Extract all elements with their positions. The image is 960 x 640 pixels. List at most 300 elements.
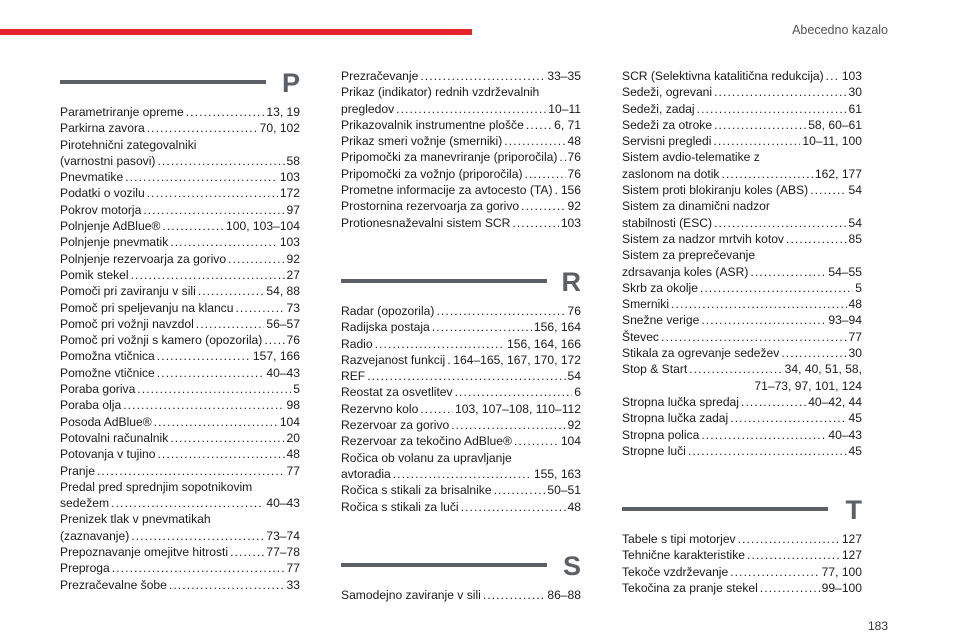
index-entry-pages: 34, 40, 51, 58, [784, 362, 862, 377]
index-entry-pages: 13, 19 [266, 105, 300, 119]
index-entry-title: Pomožne vtičnice [60, 365, 155, 380]
index-entry-pages: 56–57 [266, 316, 300, 331]
index-entry-pages: 73–74 [266, 528, 300, 543]
index-entry [341, 450, 581, 483]
letter-section-header [341, 267, 581, 301]
index-entry-pages: 93–94 [828, 313, 862, 328]
index-entry-line [60, 185, 300, 201]
index-entry-line [622, 182, 862, 198]
index-entry [60, 137, 300, 170]
index-entry [341, 215, 581, 231]
index-entry-pages: 54 [848, 183, 862, 198]
dot-leader [721, 166, 812, 182]
section-spacer [341, 231, 581, 267]
index-entry [341, 166, 581, 182]
index-entry [341, 384, 581, 400]
dot-leader [747, 547, 840, 563]
index-entry [622, 394, 862, 410]
index-entry-title: Prometne informacije za avtocesto (TA) [341, 183, 553, 198]
index-entry-line [622, 264, 862, 280]
index-entry-pages: 40–43 [266, 496, 300, 511]
index-entry-line [622, 312, 862, 328]
index-entry-title: Prikazovalnik instrumentne plošče [341, 117, 524, 132]
index-entry-line [60, 202, 300, 218]
dot-leader [170, 430, 284, 446]
index-entry-title: Tabele s tipi motorjev [622, 532, 736, 547]
dot-leader [147, 185, 278, 201]
index-entry-title: Ročica s stikali za luči [341, 499, 459, 514]
dot-leader [137, 381, 291, 397]
index-entry-pages: 10–11, 100 [802, 134, 862, 149]
index-entry-line [341, 68, 581, 84]
index-entry-pages: 156, 164 [533, 320, 581, 335]
dot-leader [198, 283, 265, 299]
index-entry [341, 368, 581, 384]
index-column-1 [60, 68, 300, 593]
index-entry [60, 316, 300, 332]
index-entry [622, 149, 862, 182]
index-entry-pages: 5 [293, 382, 300, 397]
dot-leader [420, 401, 453, 417]
index-entry-line [341, 336, 581, 352]
index-entry-title-line: Sistem za preprečevanje [622, 248, 756, 263]
index-entry-pages: 162, 177 [814, 166, 862, 181]
index-entry-line [60, 153, 300, 169]
index-entry-line [60, 430, 300, 446]
index-entry-line [622, 410, 862, 426]
letter-section-header [341, 551, 581, 585]
index-entry-line [60, 120, 300, 136]
index-entry [60, 381, 300, 397]
index-entry-pages: 48 [567, 499, 581, 514]
index-entry-pages: 70, 102 [259, 121, 300, 136]
index-entry-line [60, 332, 300, 348]
index-entry-pages: 86–88 [547, 587, 581, 602]
index-entry-pages: 48 [848, 297, 862, 312]
index-entry-title: Poraba goriva [60, 382, 136, 397]
index-entry [622, 296, 862, 312]
index-entry-pages: 92 [567, 418, 581, 433]
index-entry-title: SCR (Selektivna katalitična redukcija) [622, 69, 824, 83]
index-entry-pages: 54 [567, 369, 581, 384]
index-entry [622, 101, 862, 117]
index-entry-line [341, 482, 581, 498]
index-entry-title: Stikala za ogrevanje sedežev [622, 346, 780, 361]
index-entry [341, 417, 581, 433]
index-entry-line [60, 495, 300, 511]
index-entry-line [622, 394, 862, 410]
dot-leader [526, 117, 552, 133]
index-entry-title: Polnjenje pnevmatik [60, 235, 169, 250]
index-entry [341, 198, 581, 214]
index-entry-line [60, 104, 300, 120]
dot-leader [701, 427, 826, 443]
index-entry-title: Protionesnaževalni sistem SCR [341, 215, 511, 230]
index-entry-pages: 127 [841, 548, 862, 563]
index-entry-pages: 77 [286, 561, 300, 576]
index-entry [622, 312, 862, 328]
index-entry-title: Stop & Start [622, 362, 688, 377]
index-entry [622, 68, 862, 84]
index-entry [341, 117, 581, 133]
section-title: Abecedno kazalo [792, 23, 888, 37]
index-entry-title: Polnjenje AdBlue® [60, 219, 161, 234]
dot-leader [157, 348, 251, 364]
dot-leader [524, 166, 565, 182]
index-entry-title: Pnevmatike [60, 170, 124, 185]
index-entry [60, 479, 300, 512]
dot-leader [504, 133, 565, 149]
index-entry-pages: 77 [286, 463, 300, 478]
dot-leader [714, 215, 846, 231]
index-entry-title: Poraba olja [60, 398, 122, 413]
index-entry-pages: 164–165, 167, 170, 172 [453, 352, 581, 367]
index-entry-title: Prikaz smeri vožnje (smerniki) [341, 134, 503, 149]
index-entry [622, 547, 862, 563]
index-entry [341, 319, 581, 335]
index-entry [622, 410, 862, 426]
index-entry-line [60, 463, 300, 479]
index-entry [60, 414, 300, 430]
index-entry-pages: 58, 60–61 [808, 117, 862, 132]
letter-section-header [622, 495, 862, 529]
index-entry-title: Polnjenje rezervoarja za gorivo [60, 251, 227, 266]
index-entry-title: Rezervoar za tekočino AdBlue® [341, 434, 512, 449]
index-entry-title: Pokrov motorja [60, 202, 142, 217]
index-entry-pages-continued: 71–73, 97, 101, 124 [754, 378, 862, 393]
index-entry-pages: 40–43 [266, 365, 300, 380]
index-entry-title-line: Sistem avdio-telematike z [622, 150, 760, 165]
index-entry-pages: 77, 100 [821, 564, 862, 579]
index-entry [341, 182, 581, 198]
index-entry-line [341, 117, 581, 133]
index-entry-title: Tekočina za pranje stekel [622, 581, 758, 596]
index-entry-title: Posoda AdBlue® [60, 414, 152, 429]
index-entry-pages: 76 [567, 150, 581, 165]
letter-section-header [60, 68, 300, 102]
index-entry-pages: 30 [848, 346, 862, 361]
dot-leader [396, 101, 546, 117]
dot-leader [162, 218, 224, 234]
index-entry-title: Sedeži za otroke [622, 117, 713, 132]
index-entry-title: Pripomočki za vožnjo (priporočila) [341, 166, 523, 181]
dot-leader [689, 361, 782, 377]
index-entry-title: REF [341, 369, 366, 384]
dot-leader [810, 182, 846, 198]
index-entry-line [60, 365, 300, 381]
index-entry-pages: 40–42, 44 [808, 394, 862, 409]
dot-leader [483, 587, 546, 603]
dot-leader [514, 433, 559, 449]
index-entry-pages: 45 [848, 411, 862, 426]
dot-leader [157, 153, 284, 169]
index-entry-title: Stropna lučka zadaj [622, 411, 729, 426]
index-entry-pages: 99–100 [821, 581, 862, 596]
index-entry-title: Smerniki [622, 297, 670, 312]
index-entry-line [341, 149, 581, 165]
dot-leader [169, 577, 285, 593]
index-entry-line [341, 499, 581, 515]
index-entry-line [60, 234, 300, 250]
index-entry-line [60, 414, 300, 430]
index-entry-title: Pripomočki za manevriranje (priporočila) [341, 150, 558, 165]
dot-leader [786, 231, 847, 247]
index-entry-line [622, 231, 862, 247]
index-entry-title: (varnostni pasovi) [60, 153, 156, 168]
index-entry-line [341, 319, 581, 335]
index-entry [341, 433, 581, 449]
index-entry-title: Tekoče vzdrževanje [622, 564, 729, 579]
index-entry-title: Servisni pregledi [622, 134, 712, 149]
dot-leader [455, 384, 573, 400]
index-entry [60, 560, 300, 576]
index-entry-title: zdrsavanja koles (ASR) [622, 264, 749, 279]
index-entry [622, 280, 862, 296]
index-entry-line [341, 133, 581, 149]
dot-leader [230, 544, 264, 560]
index-entry-title: Pomoč pri vožnji navzdol [60, 316, 194, 331]
index-entry [60, 544, 300, 560]
dot-leader [147, 120, 258, 136]
index-entry-title: Stropna lučka spredaj [622, 394, 739, 409]
index-entry [622, 84, 862, 100]
index-entry [341, 482, 581, 498]
dot-leader [714, 117, 806, 133]
index-entry-pages: 76 [567, 166, 581, 181]
index-entry-pages: 33–35 [547, 69, 581, 83]
index-entry-pages: 10–11 [548, 101, 581, 116]
index-entry-pages: 73 [286, 300, 300, 315]
index-entry [60, 348, 300, 364]
index-entry [341, 133, 581, 149]
index-entry-title: Skrb za okolje [622, 280, 698, 295]
dot-leader [671, 296, 847, 312]
dot-leader [131, 528, 264, 544]
index-entry-line [622, 166, 862, 182]
index-entry-title: Tehnične karakteristike [622, 548, 746, 563]
index-entry-line [60, 348, 300, 364]
dot-leader [451, 417, 565, 433]
index-entry [60, 397, 300, 413]
index-entry-title: Rezervno kolo [341, 401, 419, 416]
index-entry-pages: 76 [286, 333, 300, 348]
index-entry-line [341, 417, 581, 433]
dot-leader [367, 368, 565, 384]
index-entry-title: Ročica s stikali za brisalnike [341, 483, 492, 498]
index-entry-title: Pomik stekel [60, 267, 129, 282]
dot-leader [713, 133, 800, 149]
index-entry-line [622, 580, 862, 596]
index-entry-line [622, 101, 862, 117]
index-entry-title: Prepoznavanje omejitve hitrosti [60, 545, 229, 560]
section-letter: S [562, 550, 581, 581]
index-entry-pages: 103, 107–108, 110–112 [455, 401, 581, 416]
index-entry-pages: 6, 71 [554, 117, 581, 132]
index-column-3 [622, 68, 862, 596]
index-entry [622, 443, 862, 459]
section-rule [622, 507, 828, 511]
index-entry-pages: 76 [567, 303, 581, 318]
index-entry-line [622, 531, 862, 547]
index-entry-pages: 85 [848, 231, 862, 246]
index-entry-title-line: Pirotehnični zategovalniki [60, 137, 197, 152]
dot-leader [730, 410, 846, 426]
index-entry-title: Pomoči pri zaviranju v sili [60, 284, 196, 299]
dot-leader [760, 580, 820, 596]
dot-leader [157, 446, 284, 462]
index-entry-title: Prezračevalne šobe [60, 577, 167, 592]
dot-leader [700, 280, 853, 296]
index-entry-title: Radio [341, 336, 373, 351]
index-entry-title: Reostat za osvetlitev [341, 385, 453, 400]
index-entry-pages: 45 [848, 443, 862, 458]
index-entry-title: Samodejno zaviranje v sili [341, 587, 481, 602]
index-entry-title: Radar (opozorila) [341, 303, 435, 318]
index-entry-line [60, 446, 300, 462]
dot-leader [661, 329, 847, 345]
dot-leader [125, 169, 278, 185]
dot-leader [781, 345, 846, 361]
index-entry-pages: 40–43 [828, 427, 862, 442]
dot-leader [559, 149, 565, 165]
index-entry-pages: 54–55 [828, 264, 862, 279]
index-entry [60, 234, 300, 250]
dot-leader [436, 303, 565, 319]
index-entry [622, 329, 862, 345]
index-entry-pages: 48 [567, 134, 581, 149]
index-entry-title: Pomoč pri speljevanju na klancu [60, 300, 234, 315]
index-entry-line [622, 280, 862, 296]
index-entry-line [341, 587, 581, 603]
index-entry-line [60, 528, 300, 544]
index-entry-line [622, 117, 862, 133]
index-entry-pages: 20 [286, 430, 300, 445]
index-entry-title: Sedeži, ogrevani [622, 85, 713, 100]
index-entry-line [60, 560, 300, 576]
index-entry-pages: 54 [848, 215, 862, 230]
index-entry-pages: 77 [848, 329, 862, 344]
index-entry [622, 182, 862, 198]
index-entry-title: Razvejanost funkcij [341, 352, 446, 367]
index-entry-line [622, 215, 862, 231]
index-entry-title: avtoradia [341, 466, 391, 481]
dot-leader [186, 104, 265, 120]
index-entry [60, 169, 300, 185]
dot-leader [235, 300, 284, 316]
index-entry-line [60, 397, 300, 413]
index-entry-title: Pranje [60, 463, 95, 478]
index-entry-pages: 104 [560, 434, 581, 449]
section-rule [341, 279, 547, 283]
index-entry-line [341, 466, 581, 482]
index-entry [60, 104, 300, 120]
dot-leader [228, 251, 285, 267]
index-entry-line [341, 433, 581, 449]
index-entry-pages: 98 [286, 398, 300, 413]
index-entry [60, 202, 300, 218]
index-entry-title: Potovanja v tujino [60, 447, 156, 462]
index-entry [341, 499, 581, 515]
section-rule [60, 80, 266, 84]
dot-leader [494, 482, 546, 498]
index-entry-pages: 172 [279, 186, 300, 201]
dot-leader [264, 332, 284, 348]
dot-leader [461, 499, 566, 515]
index-entry-pages: 155, 163 [533, 466, 581, 481]
index-entry [60, 365, 300, 381]
dot-leader [170, 234, 278, 250]
dot-leader [97, 463, 285, 479]
dot-leader [154, 414, 278, 430]
index-entry-line [622, 345, 862, 361]
index-entry-title: pregledov [341, 101, 395, 116]
index-entry-line [341, 368, 581, 384]
index-entry-line [341, 182, 581, 198]
index-entry [60, 463, 300, 479]
dot-leader [112, 560, 285, 576]
index-entry-title: (zaznavanje) [60, 528, 130, 543]
index-entry-title: Sistem proti blokiranju koles (ABS) [622, 183, 809, 198]
section-spacer [622, 459, 862, 495]
index-entry-title: zaslonom na dotik [622, 166, 720, 181]
index-column-2 [341, 68, 581, 603]
index-entry [341, 401, 581, 417]
index-entry-pages: 92 [286, 251, 300, 266]
section-rule [341, 563, 547, 567]
dot-leader [375, 336, 505, 352]
index-entry-pages: 156 [560, 183, 581, 198]
index-entry [622, 247, 862, 280]
index-entry-title: Pomoč pri vožnji s kamero (opozorila) [60, 333, 263, 348]
index-entry [622, 580, 862, 596]
index-entry [622, 117, 862, 133]
index-entry-title: Parkirna zavora [60, 121, 145, 136]
index-entry [60, 300, 300, 316]
index-entry-title: Števec [622, 329, 659, 344]
section-letter: P [281, 68, 300, 98]
dot-leader [521, 198, 565, 214]
index-entry-pages: 54, 88 [266, 284, 300, 299]
index-entry-line [622, 427, 862, 443]
dot-leader [688, 443, 847, 459]
index-entry [60, 332, 300, 348]
index-entry-pages: 103 [279, 170, 300, 185]
index-entry-pages: 127 [841, 532, 862, 547]
index-entry-title: Pomožna vtičnica [60, 349, 155, 364]
index-entry-title: Stropne luči [622, 443, 686, 458]
section-letter: R [561, 266, 581, 297]
dot-leader [730, 564, 819, 580]
index-entry-title: Prezračevanje [341, 69, 419, 83]
index-entry-title: Prostornina rezervoarja za gorivo [341, 199, 520, 214]
index-entry-pages: 104 [279, 414, 300, 429]
dot-leader [123, 397, 284, 413]
header-accent-bar [0, 29, 472, 35]
index-entry-pages: 6 [574, 385, 581, 400]
index-entry-title: Sistem za nadzor mrtvih kotov [622, 231, 784, 246]
index-entry [60, 185, 300, 201]
index-entry-title-line: Ročica ob volanu za upravljanje [341, 450, 512, 465]
section-spacer [341, 515, 581, 551]
section-letter: T [845, 495, 862, 526]
index-entry-pages: 103 [560, 215, 581, 230]
index-entry-line [341, 352, 581, 368]
index-entry-title: Stropna polica [622, 427, 700, 442]
index-entry-title: Potovalni računalnik [60, 430, 169, 445]
dot-leader [555, 182, 559, 198]
index-entry-title: stabilnosti (ESC) [622, 215, 713, 230]
dot-leader [701, 312, 826, 328]
